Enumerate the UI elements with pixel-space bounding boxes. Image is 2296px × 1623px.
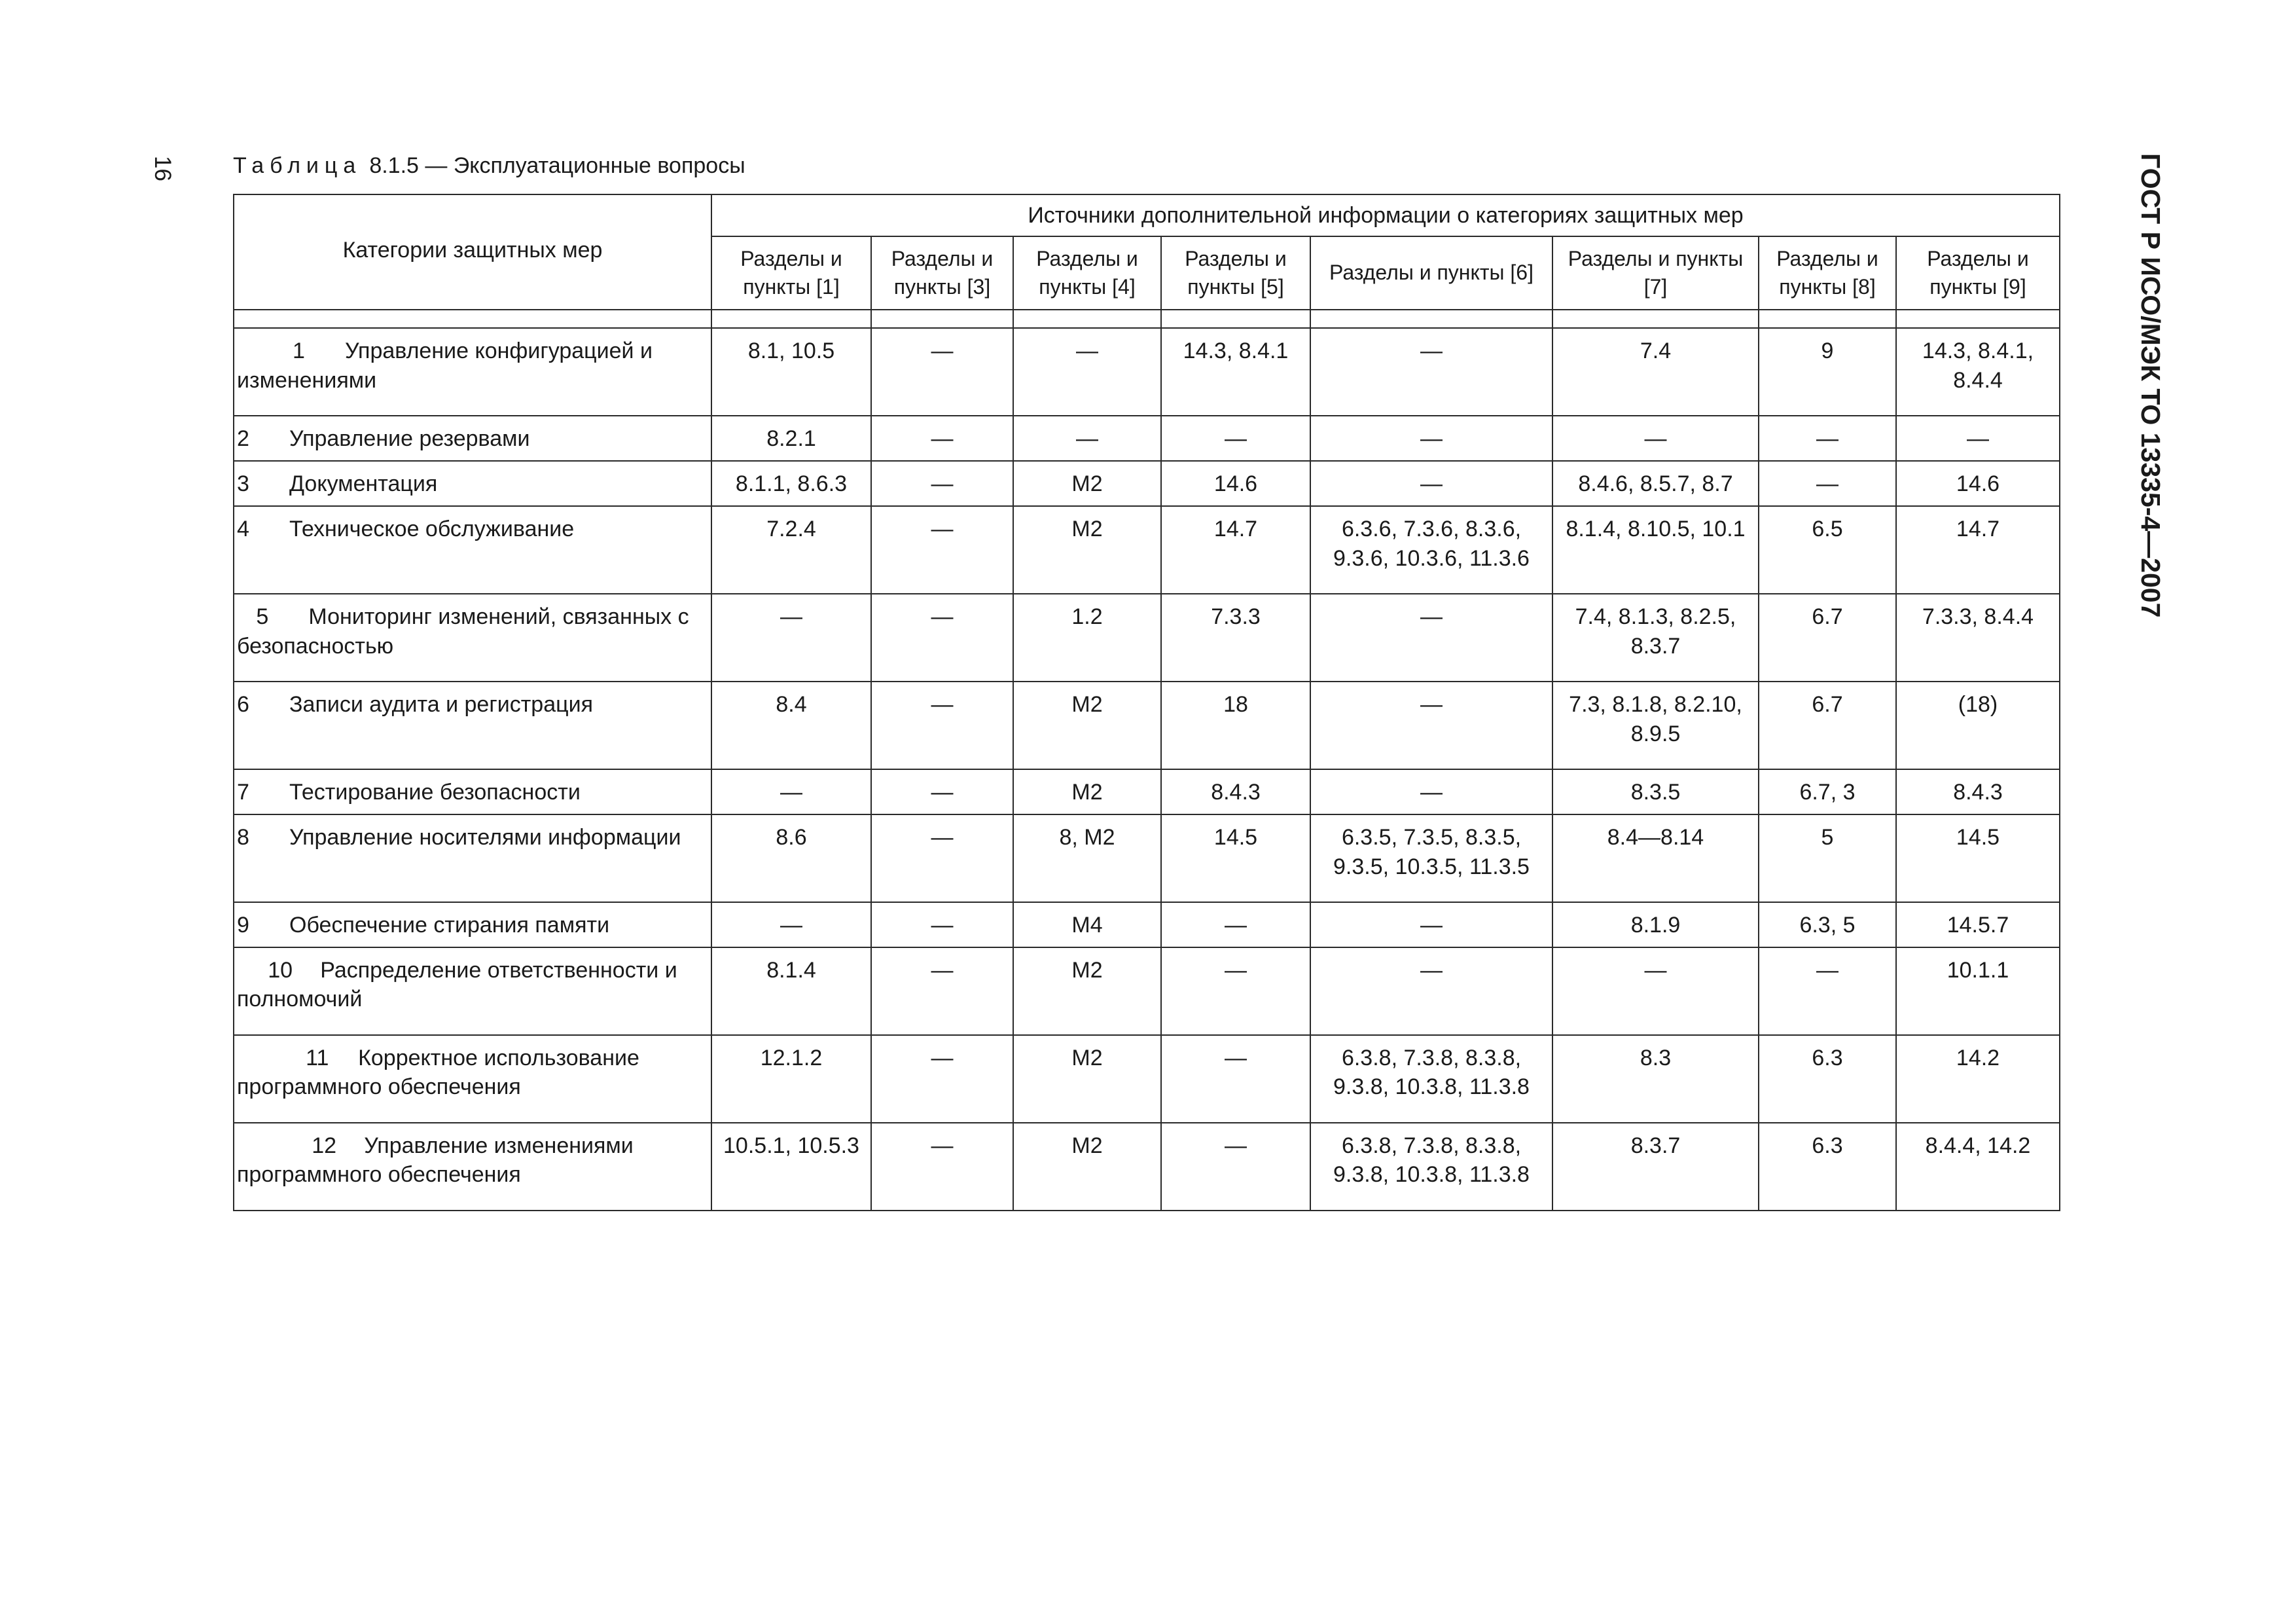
source-cell: — bbox=[1161, 1123, 1310, 1211]
source-cell: — bbox=[1161, 947, 1310, 1035]
source-cell: — bbox=[871, 416, 1013, 461]
source-cell: — bbox=[1759, 461, 1896, 506]
category-cell bbox=[234, 947, 711, 1035]
source-cell: M2 bbox=[1013, 682, 1161, 769]
header-separator bbox=[234, 310, 2060, 328]
source-cell: M2 bbox=[1013, 506, 1161, 594]
row-number: 5 bbox=[256, 604, 269, 629]
source-cell: — bbox=[1310, 416, 1552, 461]
source-cell: — bbox=[1759, 416, 1896, 461]
table-row bbox=[234, 814, 2060, 902]
source-cell: 14.5.7 bbox=[1896, 902, 2060, 947]
source-cell: 8.6 bbox=[711, 814, 871, 902]
category-cell bbox=[234, 328, 711, 416]
table-row bbox=[234, 594, 2060, 682]
source-cell: — bbox=[1310, 769, 1552, 814]
source-cell: 14.3, 8.4.1 bbox=[1161, 328, 1310, 416]
source-cell: — bbox=[871, 461, 1013, 506]
source-cell: 8.4.3 bbox=[1896, 769, 2060, 814]
source-cell: 12.1.2 bbox=[711, 1035, 871, 1123]
table-body bbox=[234, 310, 2060, 1211]
row-number: 8 bbox=[237, 824, 249, 850]
category-label: Мониторинг изменений, связанных с безопасностью bbox=[237, 604, 689, 659]
table-row bbox=[234, 902, 2060, 947]
source-cell: 8.4.6, 8.5.7, 8.7 bbox=[1552, 461, 1759, 506]
source-cell: 6.5 bbox=[1759, 506, 1896, 594]
source-cell: 7.3, 8.1.8, 8.2.10, 8.9.5 bbox=[1552, 682, 1759, 769]
source-cell: 18 bbox=[1161, 682, 1310, 769]
table-caption bbox=[233, 153, 745, 179]
category-label: Управление конфигурацией и изменениями bbox=[237, 338, 653, 393]
source-cell: M4 bbox=[1013, 902, 1161, 947]
source-cell: — bbox=[871, 902, 1013, 947]
category-label: Корректное использование программного обеспечения bbox=[237, 1045, 639, 1100]
sub-header-cell: Разделы и пункты [6] bbox=[1310, 236, 1552, 310]
source-cell: — bbox=[1013, 416, 1161, 461]
source-cell: 6.3.8, 7.3.8, 8.3.8, 9.3.8, 10.3.8, 11.3.8 bbox=[1310, 1035, 1552, 1123]
table-row bbox=[234, 1035, 2060, 1123]
table-row bbox=[234, 1123, 2060, 1211]
source-cell: 8.1, 10.5 bbox=[711, 328, 871, 416]
row-number: 12 bbox=[312, 1133, 337, 1158]
source-cell: 8.4.4, 14.2 bbox=[1896, 1123, 2060, 1211]
source-cell: 14.7 bbox=[1896, 506, 2060, 594]
source-cell: 6.7 bbox=[1759, 682, 1896, 769]
source-cell: — bbox=[1310, 902, 1552, 947]
source-cell: 8.1.9 bbox=[1552, 902, 1759, 947]
row-number: 7 bbox=[237, 779, 249, 805]
sub-header-cell: Разделы и пункты [1] bbox=[711, 236, 871, 310]
separator-cell bbox=[1896, 310, 2060, 328]
table-row bbox=[234, 506, 2060, 594]
category-cell bbox=[234, 769, 711, 814]
source-cell: — bbox=[871, 594, 1013, 682]
source-cell: — bbox=[1013, 328, 1161, 416]
source-cell: 14.3, 8.4.1, 8.4.4 bbox=[1896, 328, 2060, 416]
row-number: 6 bbox=[237, 691, 249, 717]
caption-text: 8.1.5 — Эксплуатационные вопросы bbox=[369, 153, 745, 178]
source-cell: 5 bbox=[1759, 814, 1896, 902]
header-sources: Источники дополнительной информации о категориях защитных мер bbox=[711, 194, 2060, 236]
category-cell bbox=[234, 682, 711, 769]
source-cell: 7.3.3 bbox=[1161, 594, 1310, 682]
sub-header-cell: Разделы и пункты [5] bbox=[1161, 236, 1310, 310]
source-cell: — bbox=[871, 1123, 1013, 1211]
source-cell: 6.3, 5 bbox=[1759, 902, 1896, 947]
source-cell: — bbox=[871, 1035, 1013, 1123]
source-cell: 6.3 bbox=[1759, 1123, 1896, 1211]
source-cell: 9 bbox=[1759, 328, 1896, 416]
source-cell: 6.3 bbox=[1759, 1035, 1896, 1123]
row-number: 3 bbox=[237, 471, 249, 496]
source-cell: — bbox=[1310, 328, 1552, 416]
category-label: Обеспечение стирания памяти bbox=[289, 912, 610, 938]
source-cell: — bbox=[871, 769, 1013, 814]
source-cell: 14.5 bbox=[1896, 814, 2060, 902]
sub-header-cell: Разделы и пункты [3] bbox=[871, 236, 1013, 310]
sub-header-cell: Разделы и пункты [9] bbox=[1896, 236, 2060, 310]
source-cell: M2 bbox=[1013, 461, 1161, 506]
source-cell: 14.6 bbox=[1896, 461, 2060, 506]
source-cell: — bbox=[711, 769, 871, 814]
source-cell: — bbox=[1310, 947, 1552, 1035]
row-number: 10 bbox=[268, 957, 293, 983]
separator-cell bbox=[1310, 310, 1552, 328]
source-cell: M2 bbox=[1013, 1123, 1161, 1211]
operations-table bbox=[233, 194, 2060, 1211]
category-cell bbox=[234, 506, 711, 594]
row-number: 4 bbox=[237, 516, 249, 541]
source-cell: 7.3.3, 8.4.4 bbox=[1896, 594, 2060, 682]
source-cell: 8.1.1, 8.6.3 bbox=[711, 461, 871, 506]
source-cell: 10.1.1 bbox=[1896, 947, 2060, 1035]
separator-cell bbox=[1759, 310, 1896, 328]
row-number: 2 bbox=[237, 426, 249, 451]
separator-cell bbox=[1161, 310, 1310, 328]
source-cell: 14.5 bbox=[1161, 814, 1310, 902]
source-cell: 6.3.6, 7.3.6, 8.3.6, 9.3.6, 10.3.6, 11.3.6 bbox=[1310, 506, 1552, 594]
source-cell: 8.3 bbox=[1552, 1035, 1759, 1123]
category-label: Управление носителями информации bbox=[289, 824, 681, 850]
source-cell: — bbox=[871, 328, 1013, 416]
source-cell: 6.3.8, 7.3.8, 8.3.8, 9.3.8, 10.3.8, 11.3.8 bbox=[1310, 1123, 1552, 1211]
category-label: Записи аудита и регистрация bbox=[289, 691, 593, 717]
source-cell: M2 bbox=[1013, 947, 1161, 1035]
row-number: 1 bbox=[292, 338, 305, 363]
source-cell: 1.2 bbox=[1013, 594, 1161, 682]
source-cell: — bbox=[1161, 416, 1310, 461]
source-cell: 6.7, 3 bbox=[1759, 769, 1896, 814]
source-cell: 14.7 bbox=[1161, 506, 1310, 594]
source-cell: 8.2.1 bbox=[711, 416, 871, 461]
source-cell: — bbox=[1161, 902, 1310, 947]
category-cell bbox=[234, 594, 711, 682]
source-cell: 7.4 bbox=[1552, 328, 1759, 416]
source-cell: 7.4, 8.1.3, 8.2.5, 8.3.7 bbox=[1552, 594, 1759, 682]
source-cell: — bbox=[871, 682, 1013, 769]
separator-cell bbox=[1013, 310, 1161, 328]
source-cell: 8.4 bbox=[711, 682, 871, 769]
source-cell: 8.3.7 bbox=[1552, 1123, 1759, 1211]
separator-cell bbox=[1552, 310, 1759, 328]
source-cell: — bbox=[1759, 947, 1896, 1035]
row-number: 9 bbox=[237, 912, 249, 938]
category-label: Управление резервами bbox=[289, 426, 530, 451]
table-row bbox=[234, 769, 2060, 814]
sub-header-cell: Разделы и пункты [7] bbox=[1552, 236, 1759, 310]
sub-header-cell: Разделы и пункты [8] bbox=[1759, 236, 1896, 310]
category-label: Распределение ответственности и полномочий bbox=[237, 957, 677, 1012]
source-cell: — bbox=[1896, 416, 2060, 461]
source-cell: 8.1.4 bbox=[711, 947, 871, 1035]
header-category: Категории защитных мер bbox=[234, 194, 711, 310]
source-cell: 8.4—8.14 bbox=[1552, 814, 1759, 902]
category-label: Документация bbox=[289, 471, 438, 496]
source-cell: — bbox=[871, 506, 1013, 594]
source-cell: 8, M2 bbox=[1013, 814, 1161, 902]
source-cell: — bbox=[1161, 1035, 1310, 1123]
source-cell: 8.1.4, 8.10.5, 10.1 bbox=[1552, 506, 1759, 594]
caption-label: Таблица bbox=[233, 153, 362, 178]
sub-header-cell: Разделы и пункты [4] bbox=[1013, 236, 1161, 310]
source-cell: 7.2.4 bbox=[711, 506, 871, 594]
source-cell: 6.7 bbox=[1759, 594, 1896, 682]
separator-cell bbox=[871, 310, 1013, 328]
table-row bbox=[234, 682, 2060, 769]
table-row bbox=[234, 461, 2060, 506]
table-row bbox=[234, 328, 2060, 416]
category-label: Тестирование безопасности bbox=[289, 779, 581, 805]
table-row bbox=[234, 416, 2060, 461]
table-row bbox=[234, 947, 2060, 1035]
category-label: Техническое обслуживание bbox=[289, 516, 575, 541]
category-cell bbox=[234, 416, 711, 461]
source-cell: — bbox=[711, 902, 871, 947]
source-cell: 8.3.5 bbox=[1552, 769, 1759, 814]
source-cell: — bbox=[871, 947, 1013, 1035]
category-cell bbox=[234, 814, 711, 902]
source-cell: 6.3.5, 7.3.5, 8.3.5, 9.3.5, 10.3.5, 11.3.5 bbox=[1310, 814, 1552, 902]
source-cell: 10.5.1, 10.5.3 bbox=[711, 1123, 871, 1211]
source-cell: M2 bbox=[1013, 769, 1161, 814]
page-number: 16 bbox=[150, 156, 175, 181]
row-number: 11 bbox=[306, 1045, 329, 1070]
category-cell bbox=[234, 1035, 711, 1123]
source-cell: — bbox=[1310, 461, 1552, 506]
source-cell: M2 bbox=[1013, 1035, 1161, 1123]
source-cell: — bbox=[1310, 682, 1552, 769]
category-cell bbox=[234, 1123, 711, 1211]
source-cell: — bbox=[1552, 416, 1759, 461]
source-cell: 14.2 bbox=[1896, 1035, 2060, 1123]
source-cell: — bbox=[871, 814, 1013, 902]
source-cell: 8.4.3 bbox=[1161, 769, 1310, 814]
source-cell: 14.6 bbox=[1161, 461, 1310, 506]
source-cell: — bbox=[1552, 947, 1759, 1035]
category-cell bbox=[234, 461, 711, 506]
category-cell bbox=[234, 902, 711, 947]
standard-designation: ГОСТ Р ИСО/МЭК ТО 13335-4—2007 bbox=[2136, 153, 2166, 618]
source-cell: — bbox=[711, 594, 871, 682]
source-cell: (18) bbox=[1896, 682, 2060, 769]
separator-cell bbox=[234, 310, 711, 328]
separator-cell bbox=[711, 310, 871, 328]
source-cell: — bbox=[1310, 594, 1552, 682]
category-label: Управление изменениями программного обеспечения bbox=[237, 1133, 634, 1188]
